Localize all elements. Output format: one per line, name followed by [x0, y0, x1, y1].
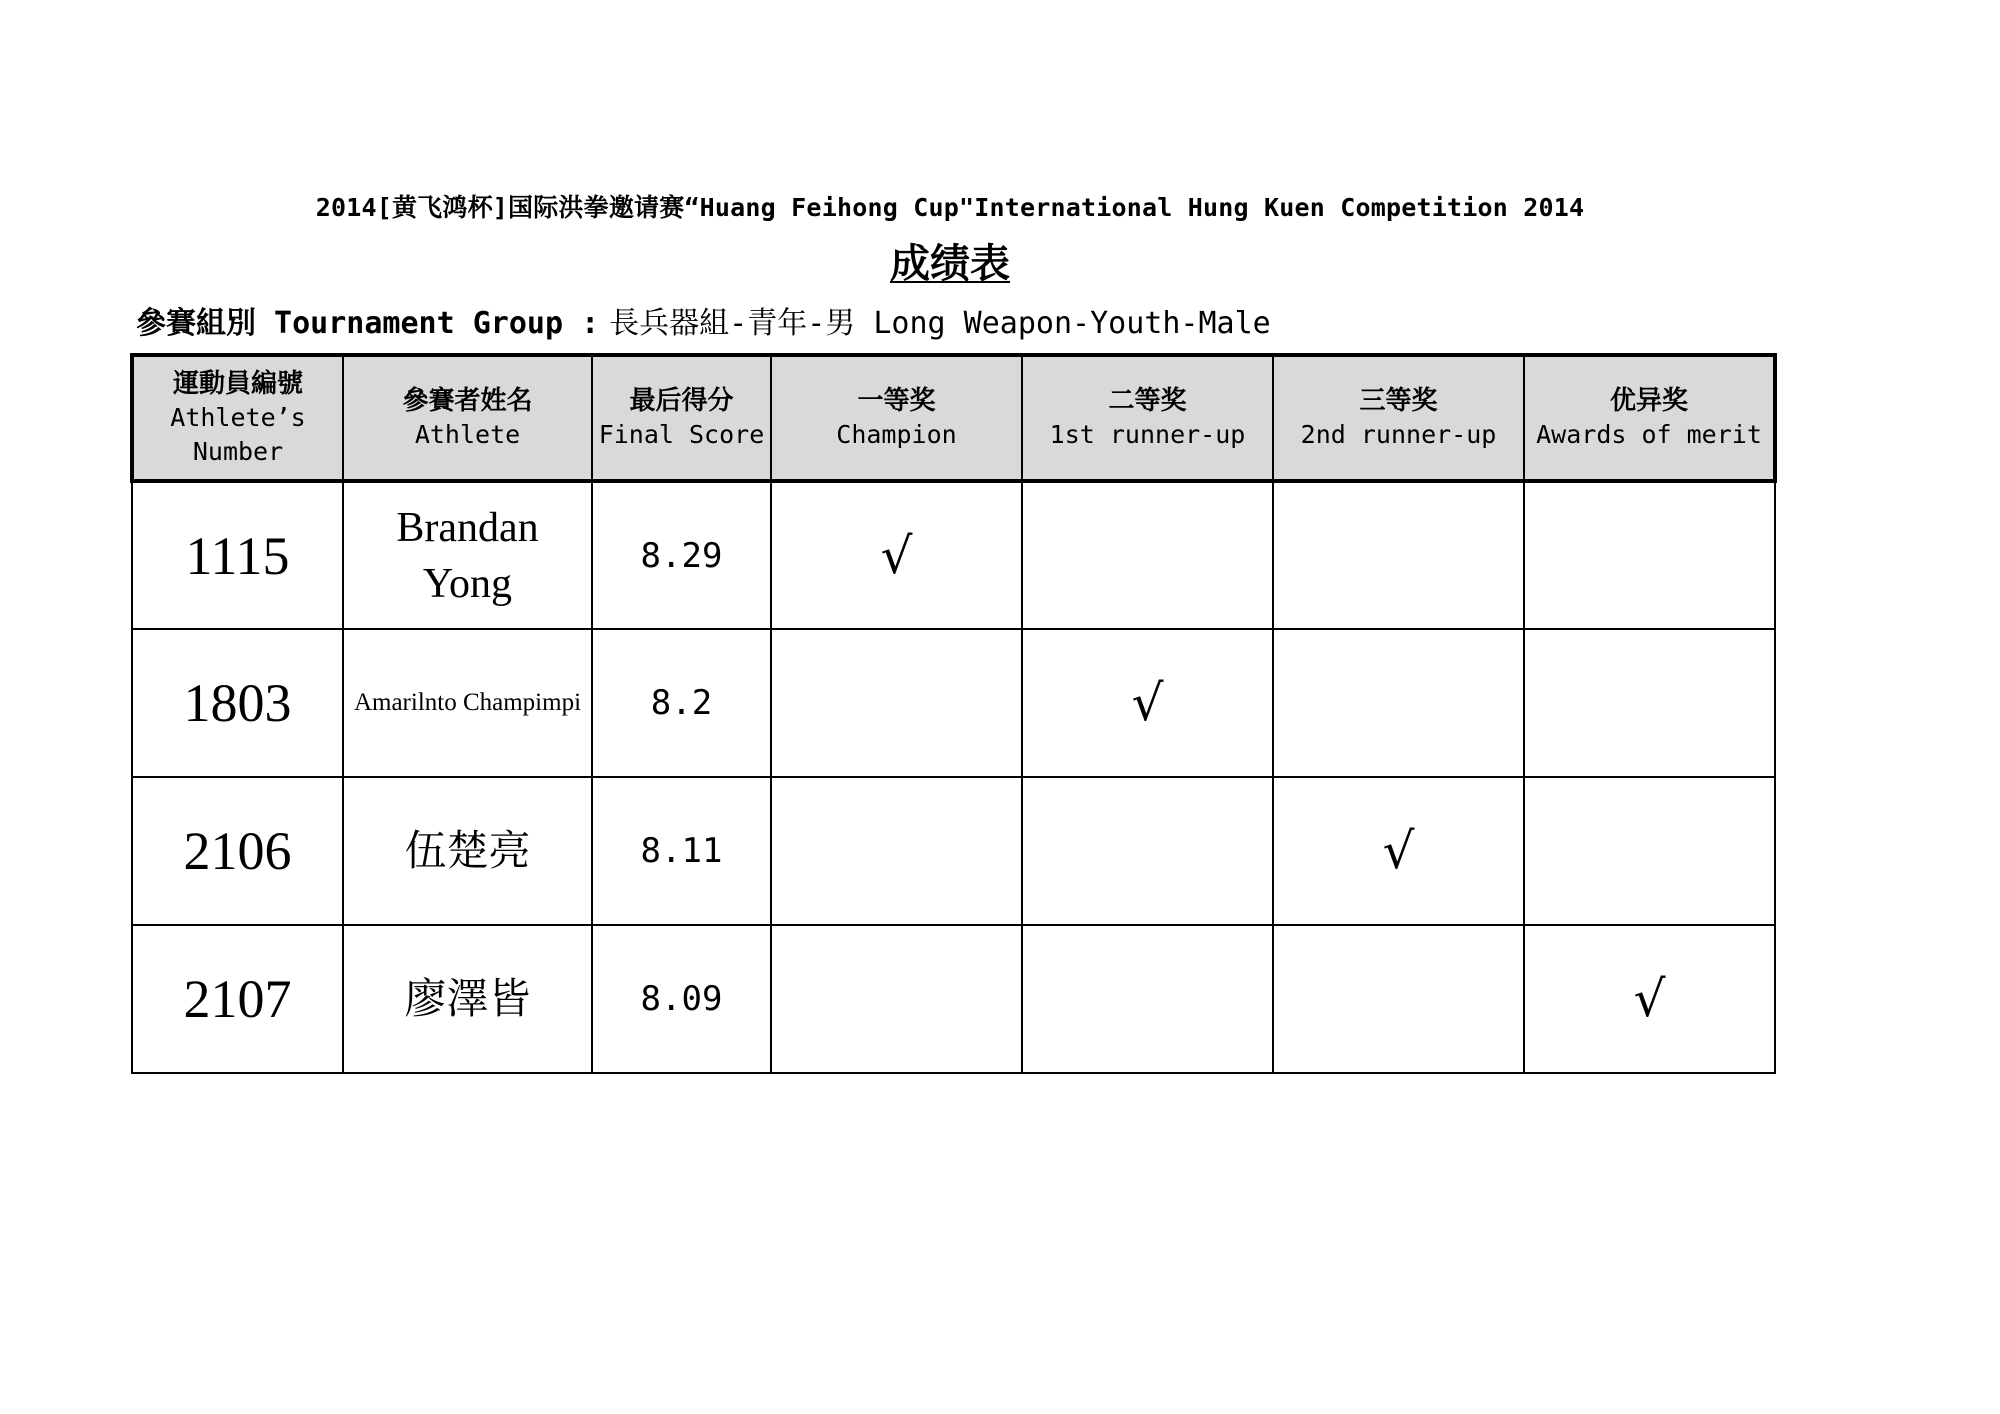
merit-cell — [1524, 629, 1775, 777]
header-athlete-zh: 參賽者姓名 — [402, 386, 533, 416]
first-runner-up-cell — [1022, 481, 1273, 629]
tournament-group-value: 長兵器組-青年-男 Long Weapon-Youth-Male — [609, 306, 1271, 341]
champion-cell — [771, 629, 1022, 777]
header-champion-en: Champion — [836, 420, 957, 449]
athlete-number-cell: 2107 — [132, 925, 343, 1073]
final-score-cell: 8.29 — [592, 481, 771, 629]
header-second-runner-up — [1273, 355, 1524, 481]
header-second-runner-up-en: 2nd runner-up — [1300, 420, 1497, 449]
final-score-cell: 8.2 — [592, 629, 771, 777]
header-first-runner-up-en: 1st runner-up — [1049, 420, 1246, 449]
second-runner-up-check-icon: √ — [1273, 777, 1524, 925]
header-champion-zh: 一等奖 — [857, 386, 936, 416]
athlete-name-cell: Amarilnto Champimpi — [343, 629, 592, 777]
athlete-number-cell: 1803 — [132, 629, 343, 777]
table-row — [132, 481, 1775, 629]
header-athlete-number-en1: Athlete’s — [170, 403, 306, 432]
final-score-cell: 8.09 — [592, 925, 771, 1073]
merit-check-icon: √ — [1524, 925, 1775, 1073]
athlete-name-cell: 廖澤皆 — [343, 925, 592, 1073]
merit-cell — [1524, 777, 1775, 925]
results-table-heading: 成绩表 — [890, 241, 1010, 287]
table-row — [132, 925, 1775, 1073]
header-first-runner-up-zh: 二等奖 — [1108, 386, 1187, 416]
header-second-runner-up-zh: 三等奖 — [1359, 386, 1438, 416]
header-final-score — [592, 355, 771, 481]
results-table — [130, 353, 1777, 1074]
athlete-number-cell: 1115 — [132, 481, 343, 629]
second-runner-up-cell — [1273, 481, 1524, 629]
header-champion — [771, 355, 1022, 481]
header-final-score-zh: 最后得分 — [629, 386, 734, 416]
tournament-group-line — [136, 298, 1271, 342]
first-runner-up-check-icon: √ — [1022, 629, 1273, 777]
champion-cell — [771, 925, 1022, 1073]
document-title: 2014[黄飞鸿杯]国际洪拳邀请赛“Huang Feihong Cup"International Hung Kuen Competition 2014 — [315, 193, 1585, 222]
tournament-group-label: 參賽組別 Tournament Group : — [136, 306, 600, 341]
final-score-cell: 8.11 — [592, 777, 771, 925]
header-awards-of-merit-zh: 优异奖 — [1609, 386, 1688, 416]
second-runner-up-cell — [1273, 629, 1524, 777]
header-awards-of-merit-en: Awards of merit — [1536, 420, 1762, 449]
athlete-name: Brandan Yong — [396, 504, 539, 607]
first-runner-up-cell — [1022, 777, 1273, 925]
header-athlete-number-zh: 運動員編號 — [172, 369, 303, 399]
first-runner-up-cell — [1022, 925, 1273, 1073]
header-awards-of-merit — [1524, 355, 1775, 481]
athlete-number-cell: 2106 — [132, 777, 343, 925]
athlete-name-cell: 伍楚亮 — [343, 777, 592, 925]
table-row — [132, 629, 1775, 777]
header-first-runner-up — [1022, 355, 1273, 481]
header-athlete — [343, 355, 592, 481]
results-table-body — [132, 481, 1775, 1073]
champion-cell — [771, 777, 1022, 925]
header-row — [132, 355, 1775, 481]
header-athlete-en: Athlete — [414, 420, 521, 449]
header-athlete-number — [132, 355, 343, 481]
header-final-score-en: Final Score — [598, 420, 765, 449]
results-table-header — [132, 355, 1775, 481]
merit-cell — [1524, 481, 1775, 629]
table-row — [132, 777, 1775, 925]
header-athlete-number-en2: Number — [192, 437, 284, 466]
athlete-name-cell — [343, 481, 592, 629]
champion-check-icon: √ — [771, 481, 1022, 629]
second-runner-up-cell — [1273, 925, 1524, 1073]
